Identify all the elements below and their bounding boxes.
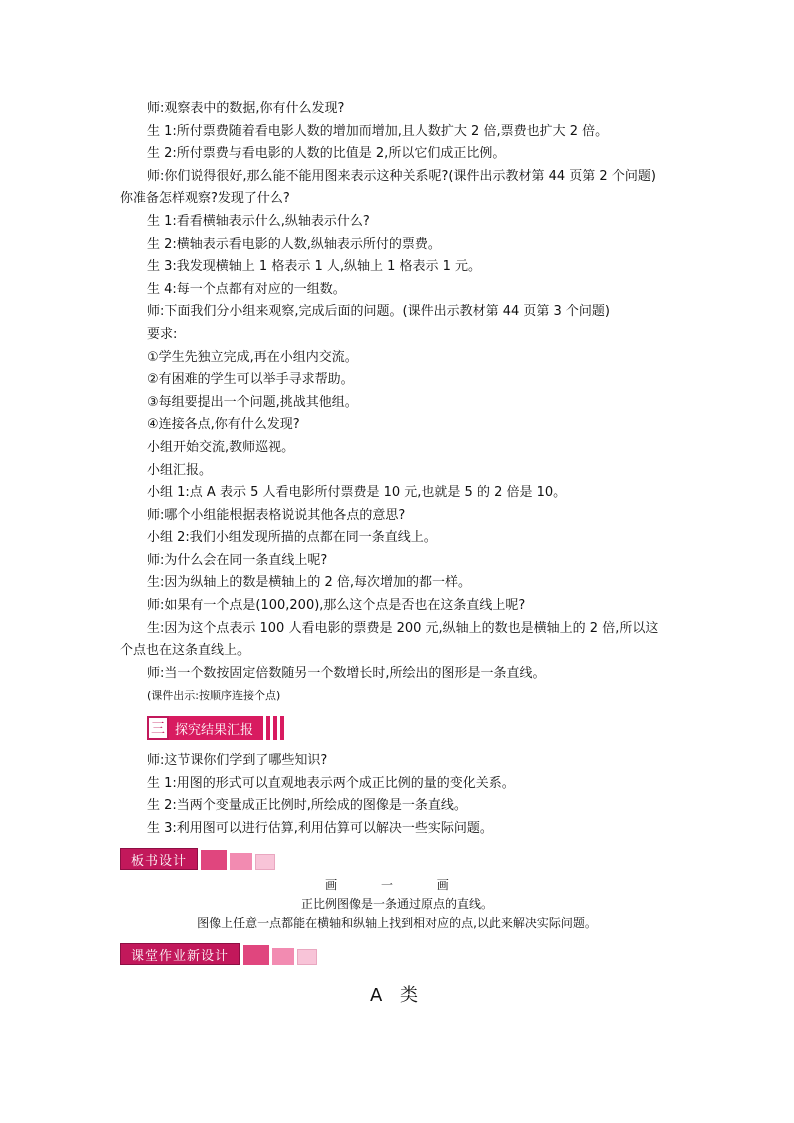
text-line: 师:你们说得很好,那么能不能用图来表示这种关系呢?(课件出示教材第 44 页第 2 个问题) [147,168,656,184]
text-line: ②有困难的学生可以举手寻求帮助。 [147,372,354,388]
banner-square [272,948,294,965]
section-3-banner [147,716,680,740]
text-line: 师:哪个小组能根据表格说说其他各点的意思? [147,507,406,523]
text-line: ①学生先独立完成,再在小组内交流。 [147,349,358,365]
homework-banner [120,943,680,965]
banner-stripe [280,716,284,740]
text-line: 师:当一个数按固定倍数随另一个数增长时,所绘出的图形是一条直线。 [147,665,546,681]
class-a-heading: A 类 [369,985,425,1007]
text-line: 生 3:我发现横轴上 1 格表示 1 人,纵轴上 1 格表示 1 元。 [147,259,482,275]
text-line: 生 4:每一个点都有对应的一组数。 [147,281,346,297]
dialogue-part-2 [120,750,680,840]
text-line: 生:因为这个点表示 100 人看电影的票费是 200 元,纵轴上的数也是横轴上的 2 倍,所以这 [147,620,659,636]
text-line: 生 3:利用图可以进行估算,利用估算可以解决一些实际问题。 [147,820,493,836]
section-number: 三 [147,716,169,740]
text-line: (课件出示:按顺序连接个点) [147,689,281,703]
text-line: 小组 2:我们小组发现所描的点都在同一条直线上。 [147,530,437,546]
text-line: 小组 1:点 A 表示 5 人看电影所付票费是 10 元,也就是 5 的 2 倍是 10。 [147,485,567,501]
board-line-2: 图像上任意一点都能在横轴和纵轴上找到相对应的点,以此来解决实际问题。 [197,916,597,931]
text-line: 个点也在这条直线上。 [120,643,251,659]
text-line: 师:这节课你们学到了哪些知识? [147,753,328,769]
lesson-content [120,98,680,1007]
section-title: 探究结果汇报 [169,716,263,740]
text-line: 生 2:横轴表示看电影的人数,纵轴表示所付的票费。 [147,236,441,252]
banner-square [230,853,252,870]
banner-square [243,945,269,965]
banner-square [255,854,275,870]
text-line: ④连接各点,你有什么发现? [147,417,300,433]
text-line: 生:因为纵轴上的数是横轴上的 2 倍,每次增加的都一样。 [147,575,472,591]
banner-stripe [273,716,277,740]
text-line: 师:观察表中的数据,你有什么发现? [147,101,345,116]
text-line: 生 2:当两个变量成正比例时,所绘成的图像是一条直线。 [147,798,467,814]
text-line: 你准备怎样观察?发现了什么? [120,191,290,207]
text-line: 要求: [147,326,178,342]
board-design-tag: 板书设计 [120,848,198,870]
text-line: 生 1:看看横轴表示什么,纵轴表示什么? [147,213,370,229]
board-title: 画 一 画 [325,878,469,893]
text-line: 师:为什么会在同一条直线上呢? [147,552,328,568]
dialogue-part-1 [120,98,680,708]
text-line: 师:下面我们分小组来观察,完成后面的问题。(课件出示教材第 44 页第 3 个问题) [147,304,610,320]
banner-square [297,949,317,965]
board-design-banner [120,848,680,870]
text-line: 生 1:用图的形式可以直观地表示两个成正比例的量的变化关系。 [147,775,515,791]
text-line: 小组汇报。 [147,462,213,478]
text-line: 师:如果有一个点是(100,200),那么这个点是否也在这条直线上呢? [147,598,526,614]
board-design [0,876,794,933]
homework-tag: 课堂作业新设计 [120,943,240,965]
board-line-1: 正比例图像是一条通过原点的直线。 [300,897,493,912]
text-line: 生 2:所付票费与看电影的人数的比值是 2,所以它们成正比例。 [147,146,506,162]
text-line: ③每组要提出一个问题,挑战其他组。 [147,394,358,410]
text-line: 生 1:所付票费随着看电影人数的增加而增加,且人数扩大 2 倍,票费也扩大 2 倍。 [147,123,609,139]
banner-stripe [266,716,270,740]
banner-square [201,850,227,870]
text-line: 小组开始交流,教师巡视。 [147,439,295,455]
